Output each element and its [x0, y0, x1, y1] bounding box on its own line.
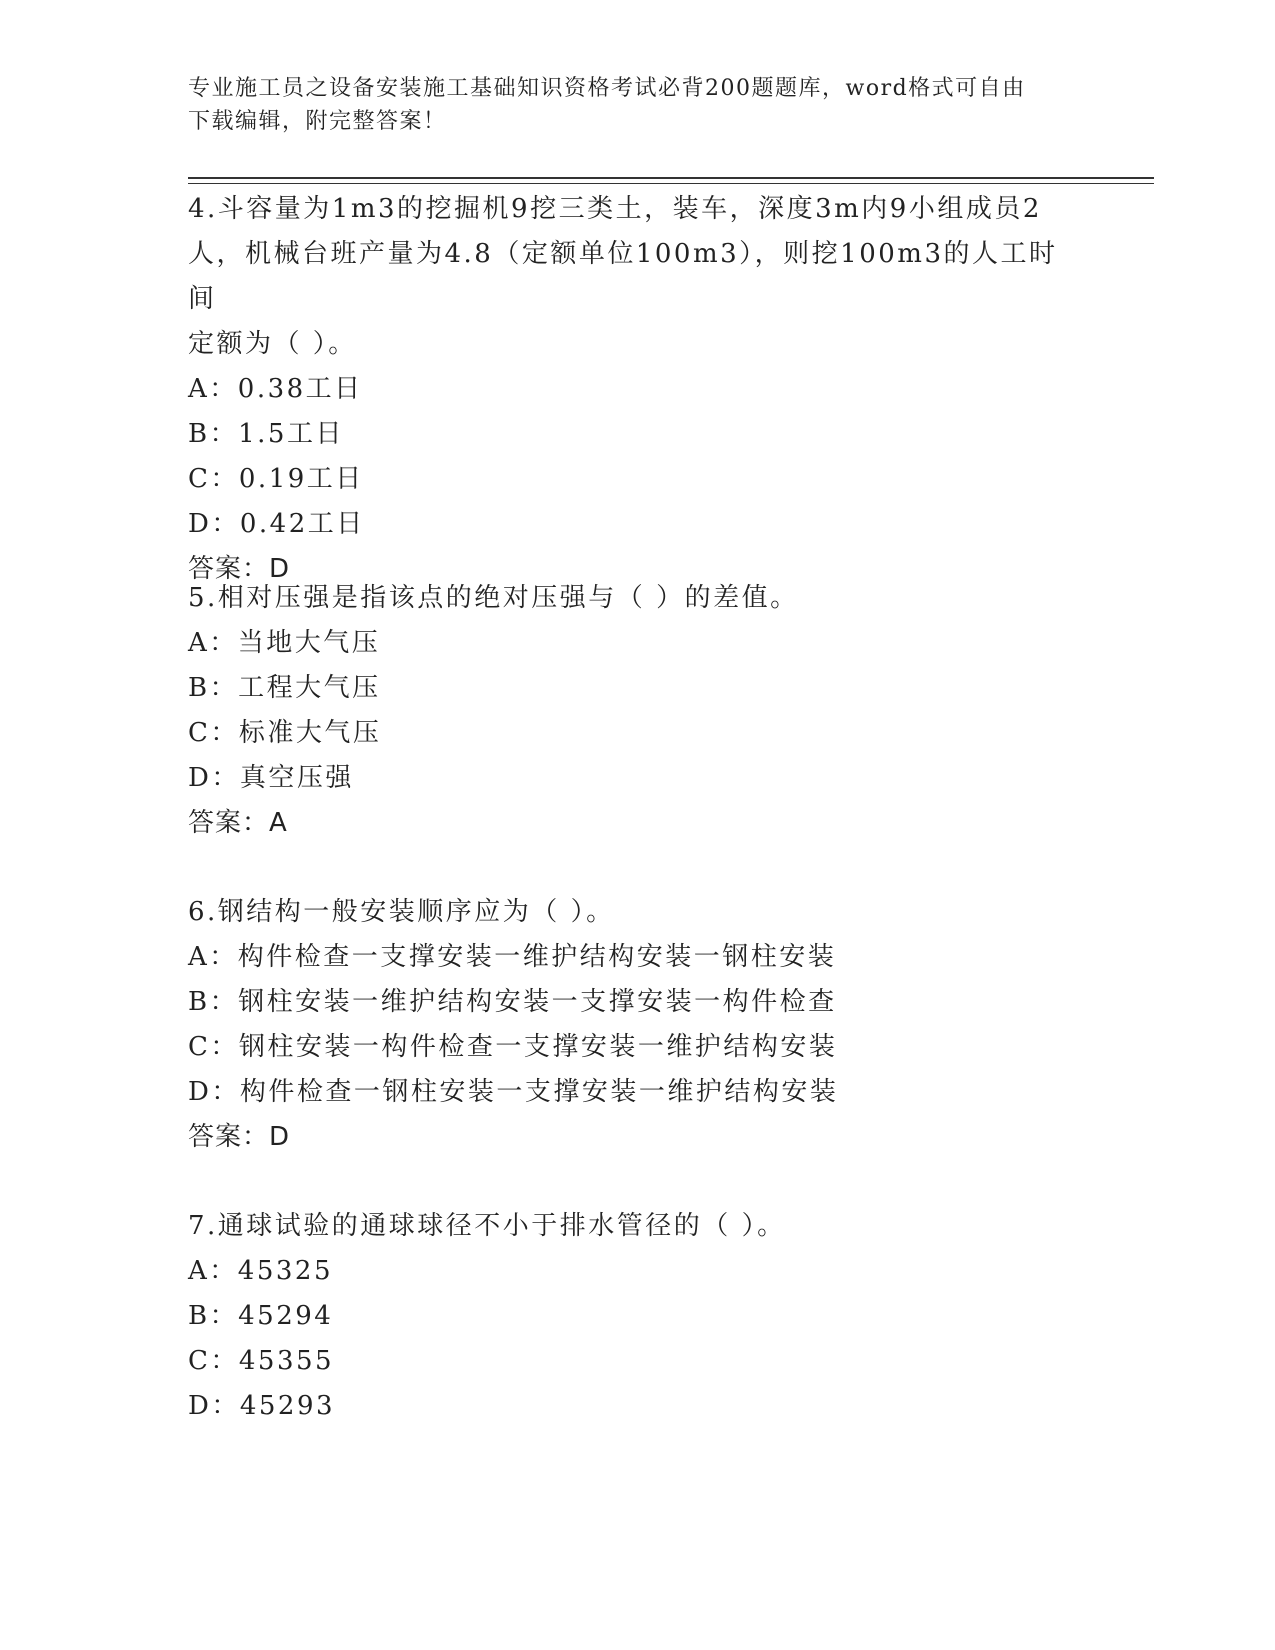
option-b: B：45294	[188, 1301, 334, 1331]
question-5	[188, 576, 1068, 846]
question-stem-line: 5.相对压强是指该点的绝对压强与（ ）的差值。	[188, 583, 799, 613]
question-4	[188, 187, 1068, 592]
question-6	[188, 890, 1068, 1160]
header-line-2: 下载编辑，附完整答案！	[188, 109, 447, 134]
option-a: A：当地大气压	[188, 628, 381, 658]
option-b: B：1.5工日	[188, 419, 344, 449]
option-d: D：45293	[188, 1391, 336, 1421]
answer: 答案：A	[188, 808, 288, 838]
option-b: B：钢柱安装一维护结构安装一支撑安装一构件检查	[188, 987, 837, 1017]
option-a: A：0.38工日	[188, 374, 363, 404]
question-stem-line: 定额为（ ）。	[188, 329, 357, 359]
question-stem-line: 人，机械台班产量为4.8（定额单位100m3），则挖100m3的人工时间	[188, 239, 1058, 314]
answer: 答案：D	[188, 1122, 291, 1152]
header-divider-thin	[188, 183, 1154, 184]
option-c: C：45355	[188, 1346, 335, 1376]
option-d: D：0.42工日	[188, 509, 365, 539]
question-stem-line: 4.斗容量为1m3的挖掘机9挖三类土，装车，深度3m内9小组成员2	[188, 194, 1042, 224]
question-stem-line: 6.钢结构一般安装顺序应为（ ）。	[188, 897, 615, 927]
header-line-1: 专业施工员之设备安装施工基础知识资格考试必背200题题库，word格式可自由	[188, 76, 1026, 101]
question-7	[188, 1204, 1068, 1429]
option-d: D：真空压强	[188, 763, 354, 793]
header-divider-thick	[188, 177, 1154, 179]
answer: 答案：D	[188, 554, 291, 584]
document-header	[188, 72, 1078, 138]
option-c: C：标准大气压	[188, 718, 382, 748]
question-stem-line: 7.通球试验的通球球径不小于排水管径的（ ）。	[188, 1211, 786, 1241]
option-a: A：构件检查一支撑安装一维护结构安装一钢柱安装	[188, 942, 837, 972]
option-d: D：构件检查一钢柱安装一支撑安装一维护结构安装	[188, 1077, 839, 1107]
option-a: A：45325	[188, 1256, 333, 1286]
option-c: C：钢柱安装一构件检查一支撑安装一维护结构安装	[188, 1032, 838, 1062]
option-c: C：0.19工日	[188, 464, 364, 494]
option-b: B：工程大气压	[188, 673, 381, 703]
